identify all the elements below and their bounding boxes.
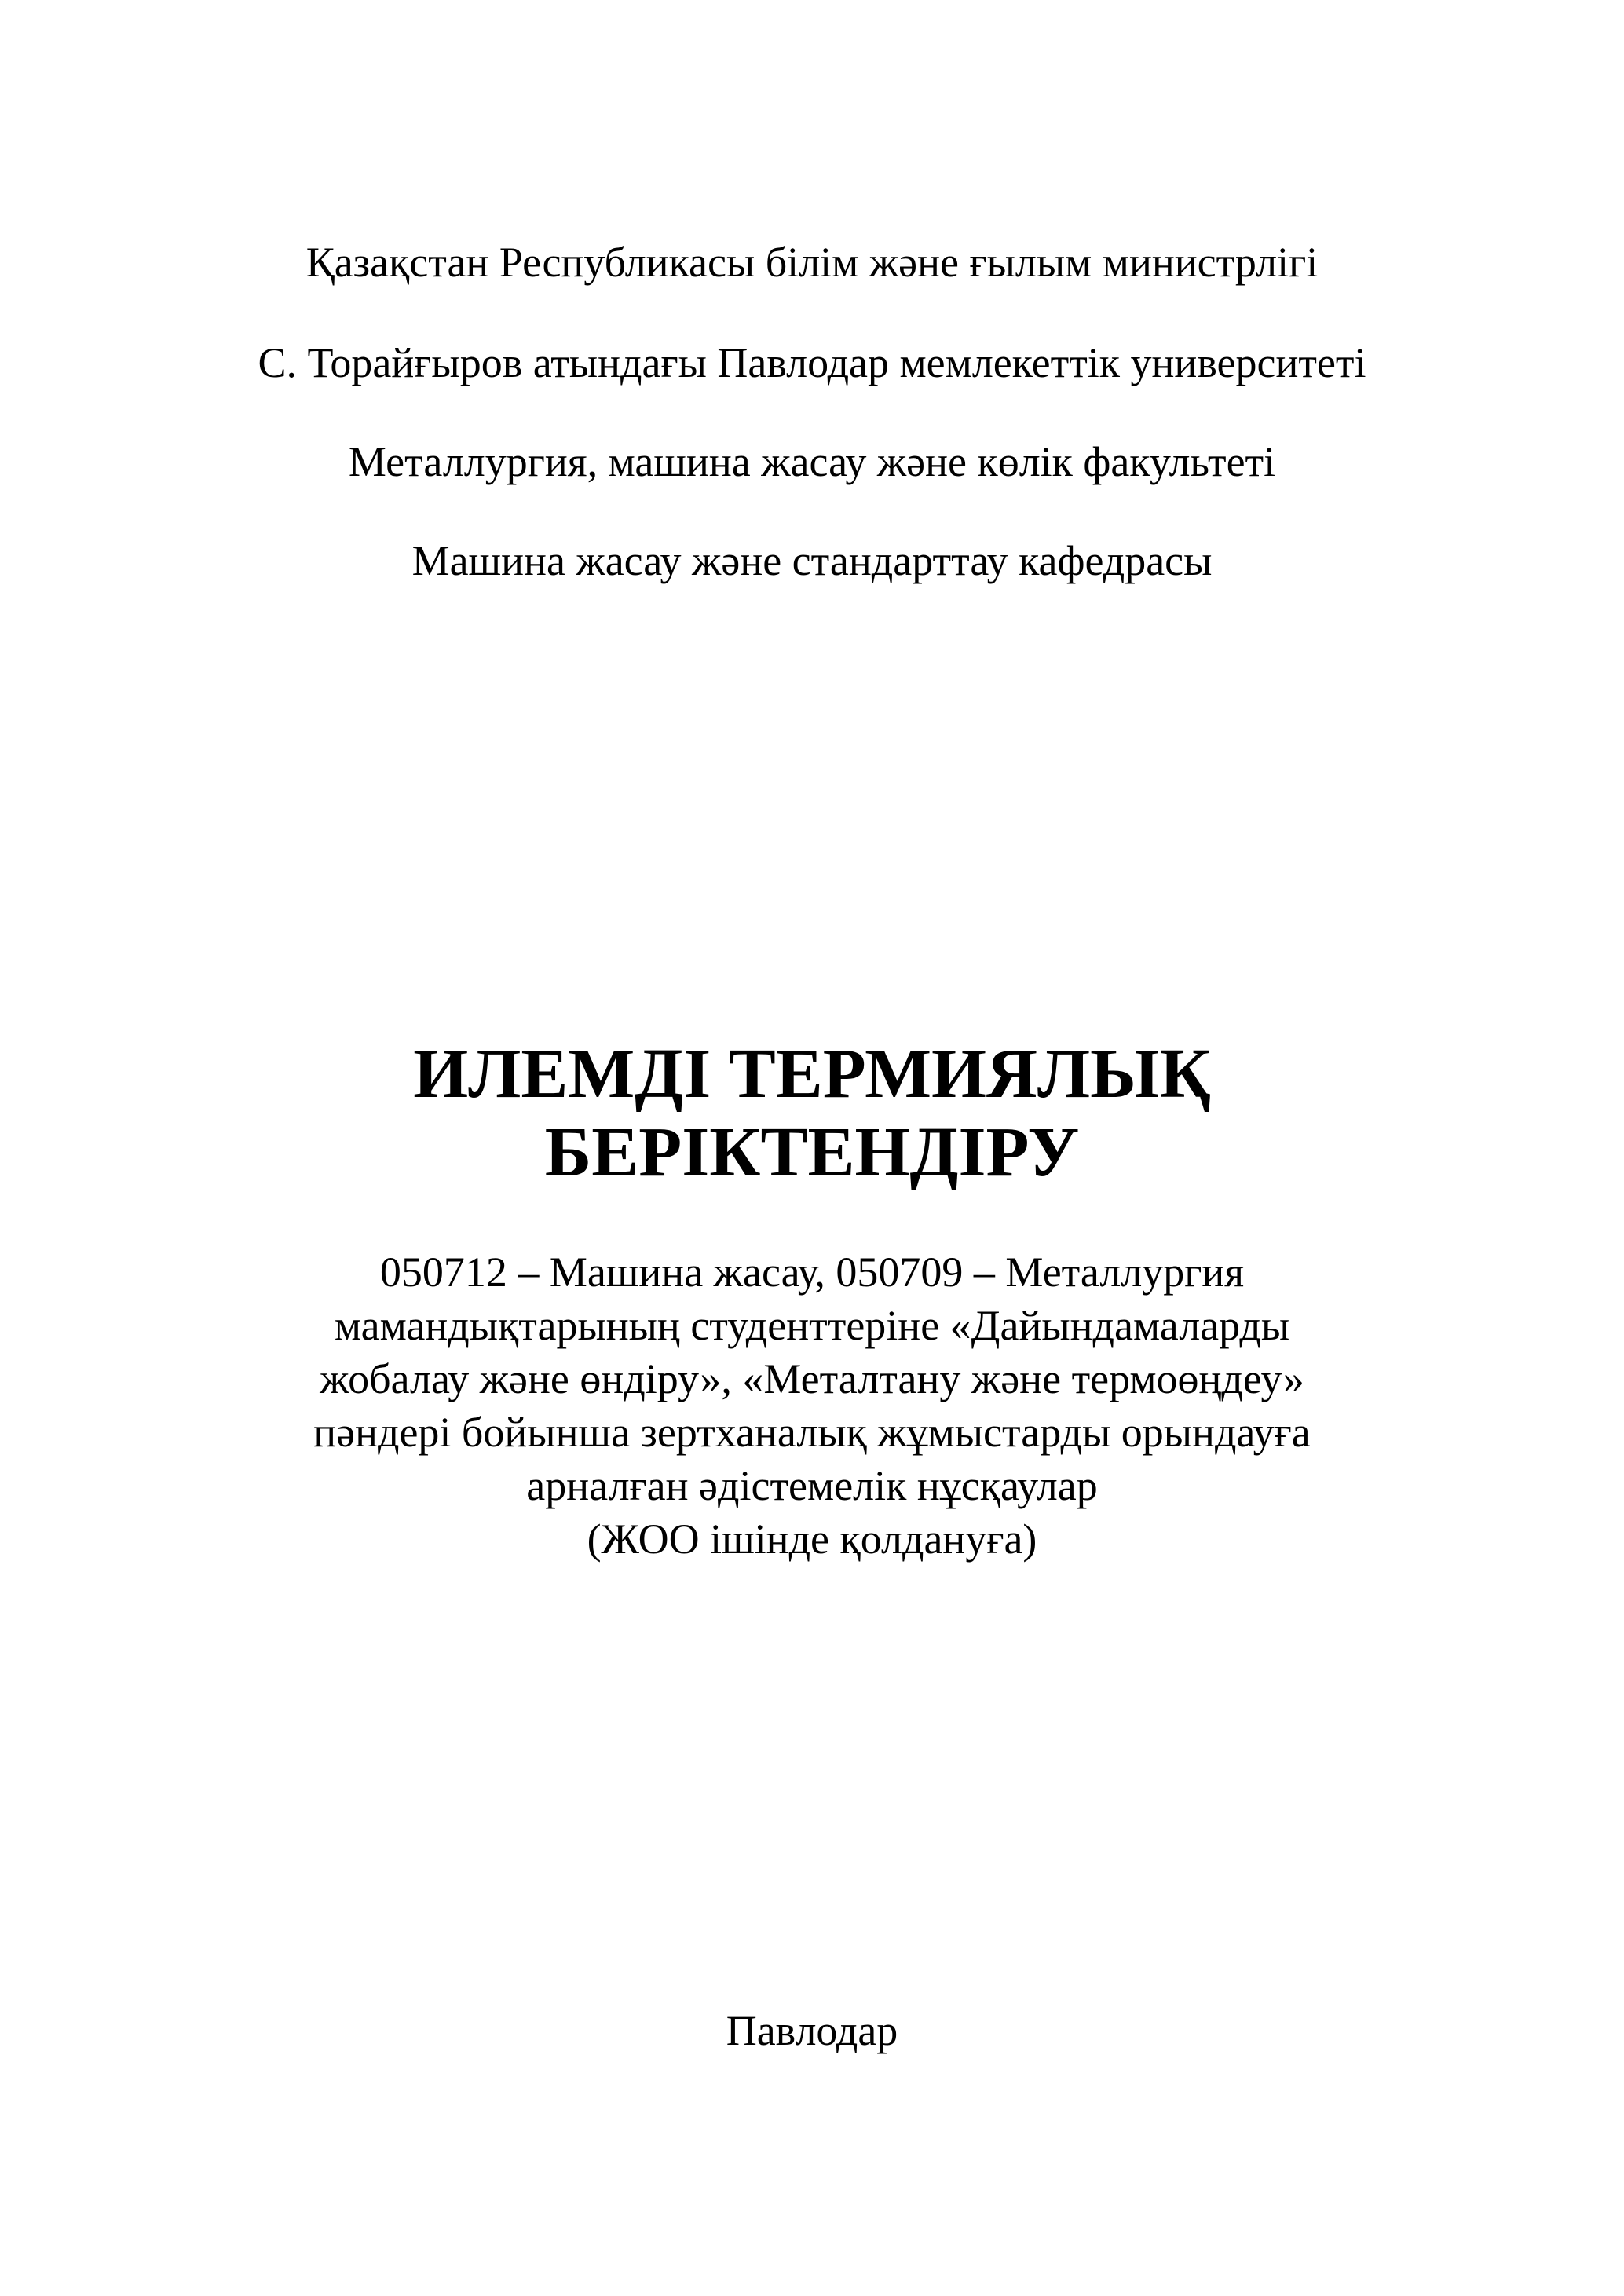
university-name: С. Торайғыров атындағы Павлодар мемлекеттік университеті: [258, 339, 1366, 386]
ministry-name: Қазақстан Республикасы білім және ғылым министрлігі: [305, 239, 1319, 286]
document-subtitle: [0, 1245, 1624, 1566]
department-name: Машина жасау және стандарттау кафедрасы: [411, 537, 1213, 584]
publication-city: Павлодар: [726, 2007, 898, 2054]
subtitle-line-6: (ЖОО ішінде қолдануға): [587, 1515, 1037, 1563]
document-title: [0, 1035, 1624, 1192]
subtitle-line-4: пәндері бойынша зертханалық жұмыстарды орындауға: [313, 1409, 1311, 1456]
title-line-1: ИЛЕМДІ ТЕРМИЯЛЫҚ: [413, 1035, 1211, 1113]
faculty-name: Металлургия, машина жасау және көлік факультеті: [348, 438, 1276, 485]
subtitle-line-3: жобалау және өндіру», «Металтану және термоөңдеу»: [320, 1355, 1304, 1402]
subtitle-line-2: мамандықтарының студенттеріне «Дайындамаларды: [334, 1302, 1290, 1349]
subtitle-line-1: 050712 – Машина жасау, 050709 – Металлургия: [379, 1249, 1245, 1296]
title-line-2: БЕРІКТЕНДІРУ: [544, 1113, 1080, 1191]
subtitle-line-5: арналған әдістемелік нұсқаулар: [526, 1462, 1098, 1509]
